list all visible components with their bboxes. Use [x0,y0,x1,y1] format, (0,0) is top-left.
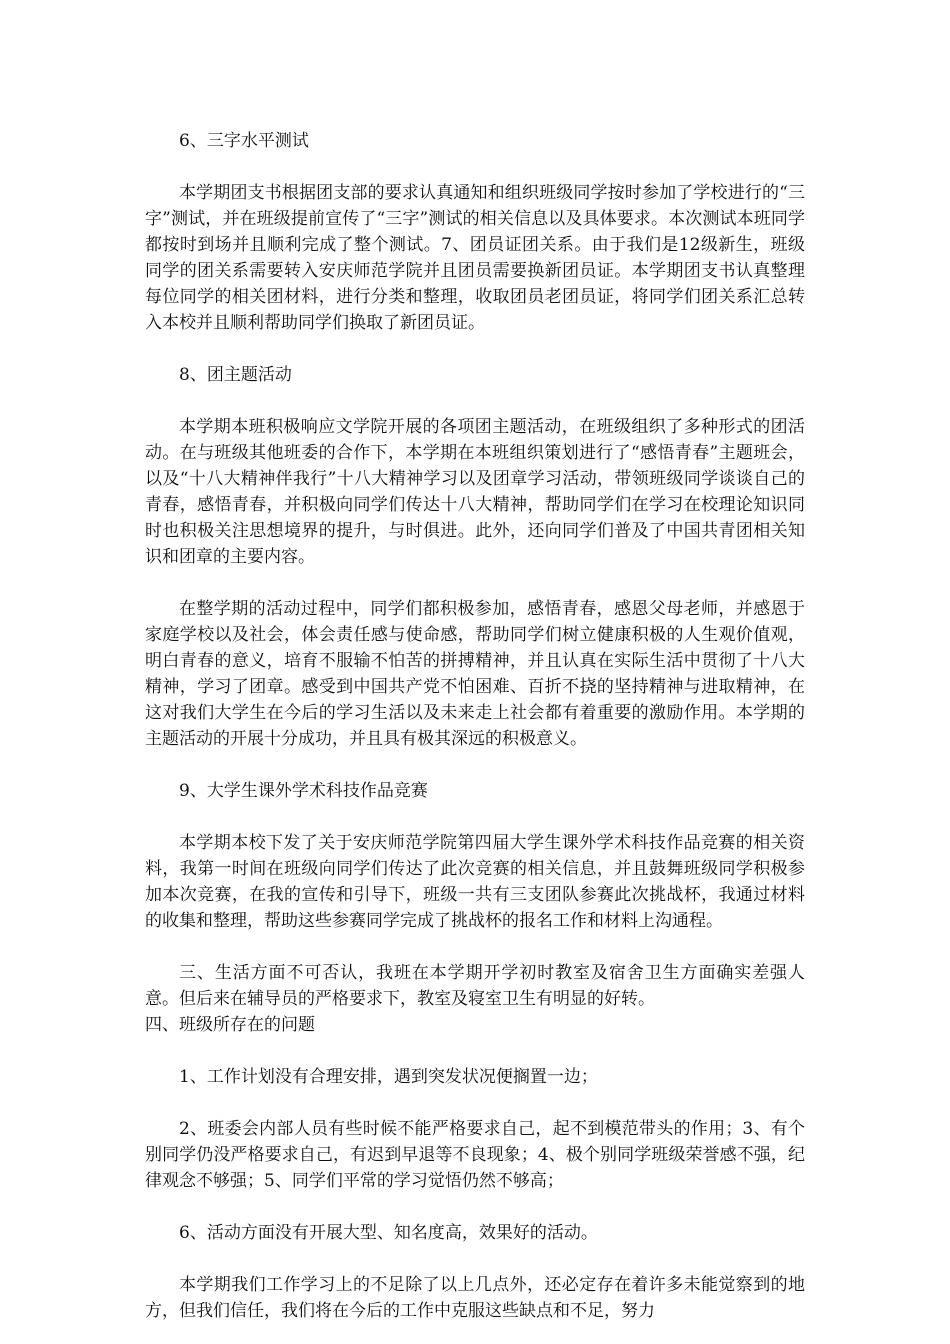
paragraph-science-competition: 本学期本校下发了关于安庆师范学院第四届大学生课外学术科技作品竞赛的相关资料，我第一时间在班级向同学们传达了此次竞赛的相关信息，并且鼓舞班级同学积极参加本次竞赛，在我的宣传和引导下，班级一共有三支团队参赛此次挑战杯，我通过材料的收集和整理，帮助这些参赛同学完成了挑战杯的报名工作和材料上沟通程。 [145,833,805,931]
problem-items-2-5: 2、班委会内部人员有些时候不能严格要求自己，起不到模范带头的作用；3、有个别同学仍没严格要求自己，有迟到早退等不良现象；4、极个别同学班级荣誉感不强，纪律观念不够强；5、同学们平常的学习觉悟仍然不够高； [145,1119,805,1191]
section-heading-8: 8、团主题活动 [179,365,292,385]
paragraph-activity-process: 在整学期的活动过程中，同学们都积极参加，感悟青春，感恩父母老师，并感恩于家庭学校以及社会，体会责任感与使命感，帮助同学们树立健康积极的人生观价值观，明白青春的意义，培育不服输不怕苦的拼搏精神，并且认真在实际生活中贯彻了十八大精神，学习了团章。感受到中国共产党不怕困难、百折不挠的坚持精神与进取精神，在这对我们大学生在今后的学习生活以及未来走上社会都有着重要的激励作用。本学期的主题活动的开展十分成功，并且具有极其深远的积极意义。 [145,599,805,749]
section-heading-problems: 四、班级所存在的问题 [145,1015,315,1035]
paragraph-three-char-test: 本学期团支书根据团支部的要求认真通知和组织班级同学按时参加了学校进行的“三字”测试，并在班级提前宣传了“三字”测试的相关信息以及具体要求。本次测试本班同学都按时到场并且顺利完成了整个测试。7、团员证团关系。由于我们是12级新生，班级同学的团关系需要转入安庆师范学院并且团员需要换新团员证。本学期团支书认真整理每位同学的相关团材料，进行分类和整理，收取团员老团员证，将同学们团关系汇总转入本校并且顺利帮助同学们换取了新团员证。 [145,183,805,333]
document-page [145,128,805,1324]
section-heading-9: 9、大学生课外学术科技作品竞赛 [179,781,428,801]
paragraph-life-aspect: 三、生活方面不可否认，我班在本学期开学初时教室及宿舍卫生方面确实差强人意。但后来在辅导员的严格要求下，教室及寝室卫生有明显的好转。 [145,963,805,1009]
paragraph-conclusion: 本学期我们工作学习上的不足除了以上几点外，还必定存在着许多未能觉察到的地方，但我们信任，我们将在今后的工作中克服这些缺点和不足，努力 [145,1275,805,1321]
problem-item-1: 1、工作计划没有合理安排，遇到突发状况便搁置一边； [179,1067,598,1087]
section-heading-6: 6、三字水平测试 [179,131,309,151]
paragraph-theme-activity: 本学期本班积极响应文学院开展的各项团主题活动，在班级组织了多种形式的团活动。在与班级其他班委的合作下，本学期在本班组织策划进行了“感悟青春”主题班会，以及“十八大精神伴我行”十八大精神学习以及团章学习活动，带领班级同学谈谈自己的青春，感悟青春，并积极向同学们传达十八大精神，帮助同学们在学习在校理论知识同时也积极关注思想境界的提升，与时俱进。此外，还向同学们普及了中国共青团相关知识和团章的主要内容。 [145,417,805,567]
problem-item-6: 6、活动方面没有开展大型、知名度高，效果好的活动。 [179,1223,598,1243]
